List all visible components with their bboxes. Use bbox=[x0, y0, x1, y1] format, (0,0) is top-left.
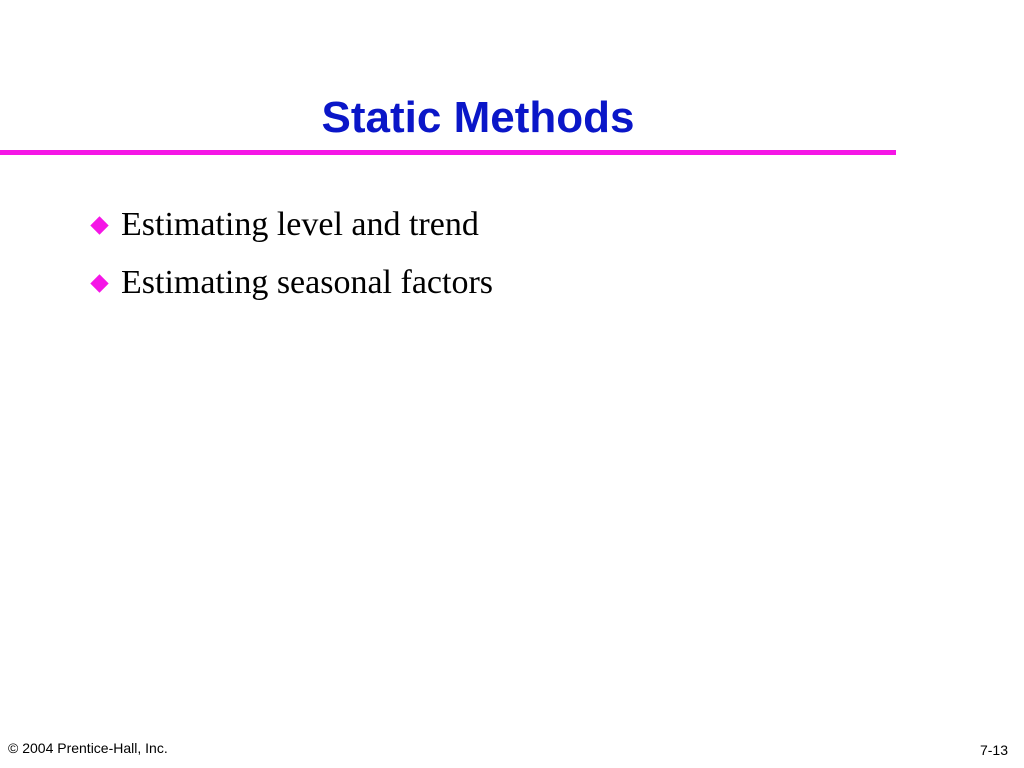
diamond-bullet-icon bbox=[90, 216, 108, 234]
bullet-text: Estimating level and trend bbox=[121, 206, 479, 243]
list-item bbox=[90, 196, 493, 254]
title-divider bbox=[0, 150, 896, 155]
copyright-notice: © 2004 Prentice-Hall, Inc. bbox=[8, 740, 168, 756]
list-item bbox=[90, 254, 493, 312]
slide-title: Static Methods bbox=[321, 93, 635, 142]
diamond-bullet-icon bbox=[90, 274, 108, 292]
bullet-text: Estimating seasonal factors bbox=[121, 264, 494, 301]
bullet-list bbox=[90, 196, 493, 312]
page-number: 7-13 bbox=[979, 742, 1008, 758]
